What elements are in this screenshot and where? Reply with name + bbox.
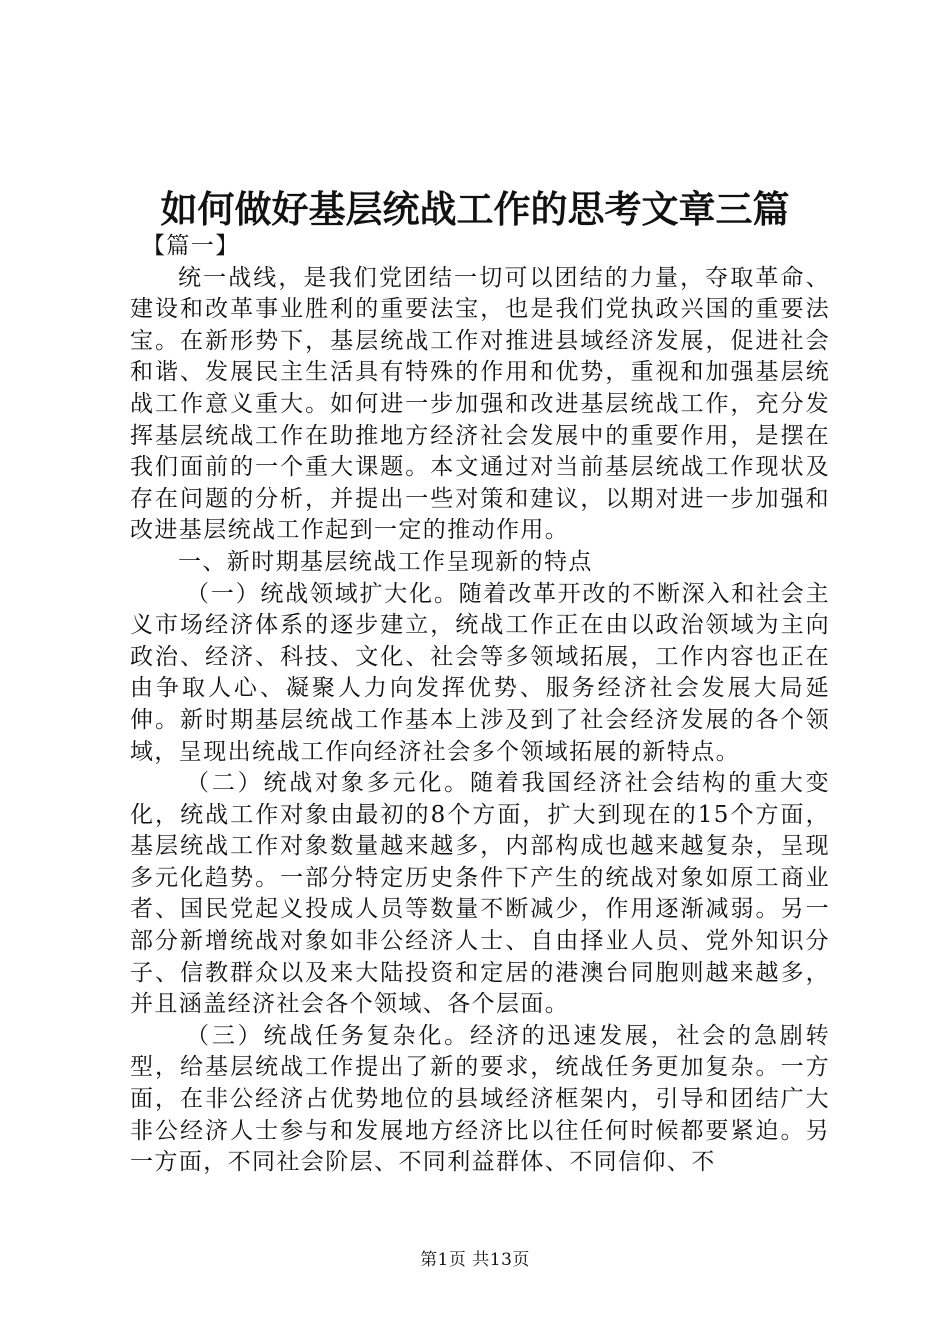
page-number-footer: 第1页 共13页 <box>420 1250 530 1270</box>
subsection-paragraph-1: （一）统战领域扩大化。随着改革开改的不断深入和社会主义市场经济体系的逐步建立，统战工作正在由以政治领域为主向政治、经济、科技、文化、社会等多领域拓展，工作内容也正在由争取人心、凝聚人力向发挥优势、服务经济社会发展大局延伸。新时期基层统战工作基本上涉及到了社会经济发展的各个领域，呈现出统战工作向经济社会多个领域拓展的新特点。 <box>130 580 830 765</box>
section-label: 【篇一】 <box>142 233 240 259</box>
intro-paragraph: 统一战线，是我们党团结一切可以团结的力量，夺取革命、建设和改革事业胜利的重要法宝，也是我们党执政兴国的重要法宝。在新形势下，基层统战工作对推进县域经济发展，促进社会和谐、发展民主生活具有特殊的作用和优势，重视和加强基层统战工作意义重大。如何进一步加强和改进基层统战工作，充分发挥基层统战工作在助推地方经济社会发展中的重要作用，是摆在我们面前的一个重大课题。本文通过对当前基层统战工作现状及存在问题的分析，并提出一些对策和建议，以期对进一步加强和改进基层统战工作起到一定的推动作用。 <box>130 264 830 544</box>
section-heading: 一、新时期基层统战工作呈现新的特点 <box>178 548 593 575</box>
subsection-paragraph-2: （二）统战对象多元化。随着我国经济社会结构的重大变化，统战工作对象由最初的8个方面，扩大到现在的15个方面，基层统战工作对象数量越来越多，内部构成也越来越复杂，呈现多元化趋势。一部分特定历史条件下产生的统战对象如原工商业者、国民党起义投成人员等数量不断减少，作用逐渐减弱。另一部分新增统战对象如非公经济人士、自由择业人员、党外知识分子、信教群众以及来大陆投资和定居的港澳台同胞则越来越多，并且涵盖经济社会各个领域、各个层面。 <box>130 770 830 1018</box>
document-title: 如何做好基层统战工作的思考文章三篇 <box>160 187 790 231</box>
subsection-paragraph-3: （三）统战任务复杂化。经济的迅速发展，社会的急剧转型，给基层统战工作提出了新的要求，统战任务更加复杂。一方面，在非公经济占优势地位的县域经济框架内，引导和团结广大非公经济人士参与和发展地方经济比以往任何时候都要紧迫。另一方面，不同社会阶层、不同利益群体、不同信仰、不 <box>130 1022 830 1176</box>
document-body <box>130 231 830 1179</box>
